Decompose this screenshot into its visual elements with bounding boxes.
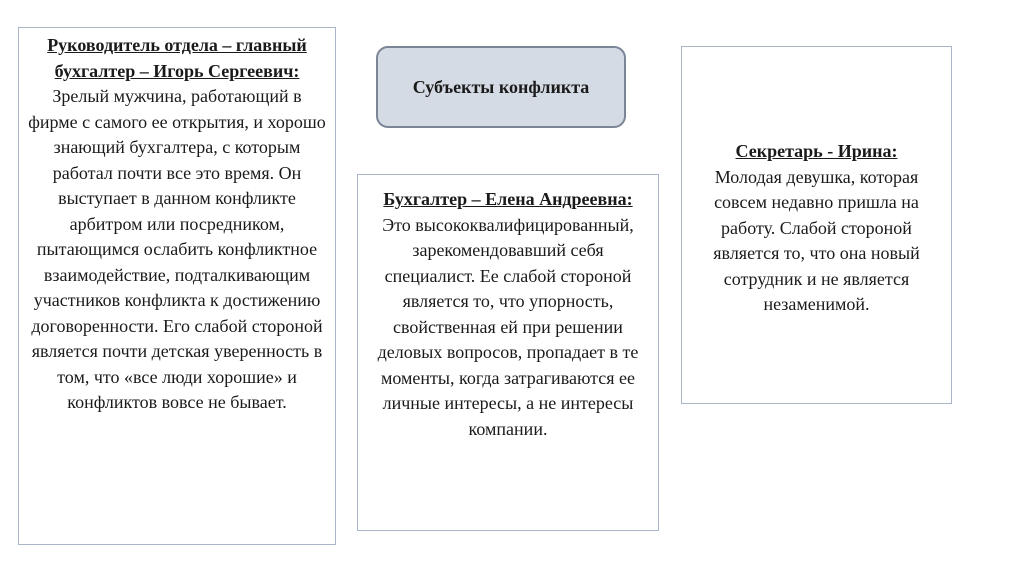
subject-card-secretary bbox=[681, 46, 952, 404]
topic-box bbox=[376, 46, 626, 128]
subject-heading: Бухгалтер – Елена Андреевна: bbox=[383, 189, 633, 209]
subject-description: Зрелый мужчина, работающий в фирме с самого ее открытия, и хорошо знающий бухгалтера, с которым работал почти все это время. Он выступает в данном конфликте арбитром или посредником, пытающимся ослабить конфликтное взаимодействие, подталкивающим участников конфликта к достижению договоренности. Его слабой стороной является почти детская уверенность в том, что «все люди хорошие» и конфликтов вовсе не бывает. bbox=[28, 86, 326, 412]
subject-card-department-head bbox=[18, 27, 336, 545]
subject-heading: Секретарь - Ирина: bbox=[735, 141, 898, 161]
topic-label: Субъекты конфликта bbox=[412, 76, 590, 97]
subject-card-accountant bbox=[357, 174, 659, 531]
subject-heading: Руководитель отдела – главный бухгалтер – Игорь Сергеевич: bbox=[47, 35, 307, 81]
subject-description: Это высококвалифицированный, зарекомендовавший себя специалист. Ее слабой стороной является то, что упорность, свойственная ей при решении деловых вопросов, пропадает в те моменты, когда затрагиваются ее личные интересы, а не интересы компании. bbox=[377, 214, 639, 439]
subject-description: Молодая девушка, которая совсем недавно пришла на работу. Слабой стороной является то, что она новый сотрудник и не является незаменимой. bbox=[713, 166, 920, 314]
